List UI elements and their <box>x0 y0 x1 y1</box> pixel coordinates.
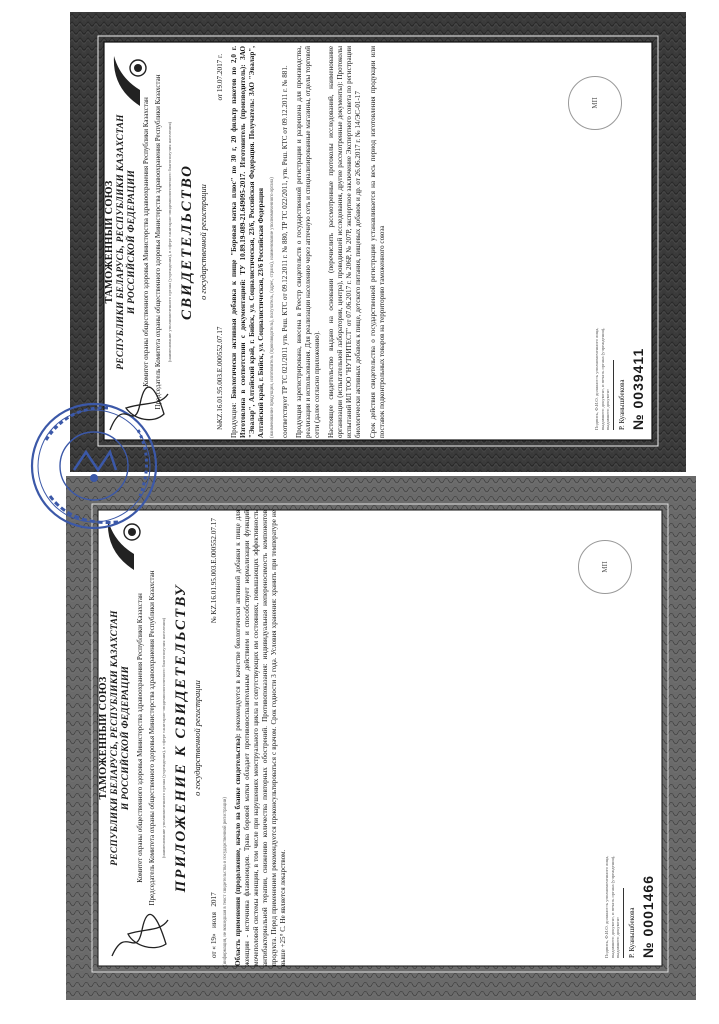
union-line-3: И РОССИЙСКОЙ ФЕДЕРАЦИИ <box>120 665 131 811</box>
registration-number: № KZ.16.01.95.003.Е.000552.07.17 <box>209 518 218 624</box>
issuing-committee: Комитет охраны общественного здоровья Министерства здравоохранения Республики Казахстан <box>141 97 150 387</box>
union-line-2: РЕСПУБЛИКИ БЕЛАРУСЬ, РЕСПУБЛИКИ КАЗАХСТАН <box>115 114 126 370</box>
committee-chair: Председатель Комитета охраны общественного здоровья Министерства здравоохранения Республики Казахстан <box>154 74 163 410</box>
scope-paragraph <box>234 510 288 966</box>
union-line-3: И РОССИЙСКОЙ ФЕДЕРАЦИИ <box>126 169 137 315</box>
scope-label: Область применения (продолжение, начало на бланке свидетельства): <box>233 733 242 966</box>
appendix-date-line <box>210 518 219 958</box>
authority-caption: (наименование уполномоченного органа (учреждения), в сфере санитарно-эпидемиологического благополучия населения) <box>160 617 166 859</box>
issuing-committee: Комитет охраны общественного здоровья Министерства здравоохранения Республики Казахстан <box>135 593 144 883</box>
scope-text: Продукция зарегистрирована, внесена в Реестр свидетельств о государственной регистрации и разрешена для производства, реализации и использования. Для реализации населению через аптечную сеть и специализированные магазины, отделы торговой сети (далее согласно приложению). <box>294 46 322 438</box>
appendix-title: ПРИЛОЖЕНИЕ К СВИДЕТЕЛЬСТВУ <box>172 583 189 893</box>
signature-block <box>594 310 626 430</box>
form-number: № 0039411 <box>630 347 647 430</box>
date-day: 19 <box>209 936 218 945</box>
union-line-1: ТАМОЖЕННЫЙ СОЮЗ <box>98 676 109 800</box>
seal-place: МП <box>568 76 622 130</box>
signer-name: Р. Куанышбекова <box>627 907 636 958</box>
form-number: № 0001466 <box>640 875 657 958</box>
basis-text: Настоящее свидетельство выдано на основании (перечислить рассмотренные протоколы исследований, наименование организации (испытательной лаборатории, центра), проводившей исследования, другие рассмотренные документы): Протоколы испытаний ИЛ ТОО "НУТРИТЕСТ" от 07.06.2017 г. № 206Р, № 207Р, экспертное заключение Экспертного совета по регистрации биологически активных добавок к пище, детского питания, пищевых добавок и др. от 26.06.2017 г. № 14/ЭС-01-17 <box>327 46 363 438</box>
registration-number: №KZ.16.01.95.003.Е.000552.07.17 <box>215 326 224 430</box>
union-line-2: РЕСПУБЛИКИ БЕЛАРУСЬ, РЕСПУБЛИКИ КАЗАХСТАН <box>109 610 120 866</box>
signer-name: Р. Куанышбекова <box>617 379 626 430</box>
signature-scribble-icon <box>104 912 174 964</box>
certificate-content <box>104 46 652 438</box>
date-prefix: от « <box>209 945 218 958</box>
customs-union-heading <box>98 510 132 966</box>
appendix-caption: (информация, не вошедшая в текст свидетельства о государственной регистрации) <box>223 797 229 966</box>
signature-line <box>613 360 614 430</box>
signature-block <box>604 838 636 958</box>
union-line-1: ТАМОЖЕННЫЙ СОЮЗ <box>104 180 115 304</box>
date-group: от « 19» июля 2017 <box>209 892 218 958</box>
date-month: июля <box>209 912 218 928</box>
conformity-text: соответствует ТР ТС 021/2011 утв. Реш. КТС от 09.12.2011 г. № 880, ТР ТС 022/2011, утв. Реш. КТС от 09.12.2011 г. № 881. <box>280 65 289 438</box>
registration-date: от 19.07.2017 г. <box>215 54 224 101</box>
committee-chair: Председатель Комитета охраны общественного здоровья Министерства здравоохранения Республики Казахстан <box>148 570 157 906</box>
certificate-title: СВИДЕТЕЛЬСТВО <box>178 164 195 320</box>
registration-line <box>216 54 225 430</box>
signature-scribble-icon <box>104 384 174 436</box>
product-caption: (наименование продукции, изготовитель (производитель), получатель, (адрес, страна), наименование уполномоченного органа) <box>270 177 276 438</box>
seal-place: МП <box>578 540 632 594</box>
authority-caption: (наименование уполномоченного органа (учреждения), в сфере санитарно-эпидемиологического благополучия населения) <box>166 121 172 363</box>
product-text: Биологически активная добавка к пище "Боровая матка плюс" по 30 г, 20 фильтр пакетов по 2,0 г. Изготовлена в соответствии с документацией: ТУ 10.89.19-089-21.649095-2017. Изготовитель (производитель): ЗАО "Эвалар", Алтайский край, г. Бийск, ул. Социалистическая, 23/6, Российская Федерация. Получатель: ЗАО "Эвалар", Алтайский край, г. Бийск, ул. Социалистическая, 23/6 Российская Федерация <box>230 46 266 438</box>
customs-union-emblem-icon <box>110 54 150 108</box>
appendix-content <box>98 510 662 966</box>
signer-caption: Подпись, Ф.И.О. должность уполномоченного лица, выдавшего документ, и печать органа (учреждения), выдавшего документ <box>604 855 621 958</box>
product-paragraph <box>230 46 266 438</box>
product-label: Продукция: <box>230 402 239 438</box>
date-year: 2017 <box>209 892 218 907</box>
signer-caption: Подпись, Ф.И.О. должность уполномоченного лица, выдавшего документ, и печать органа (учреждения), выдавшего документ <box>594 327 611 430</box>
appendix-subtitle: о государственной регистрации <box>193 680 203 796</box>
certificate-subtitle: о государственной регистрации <box>199 184 209 300</box>
validity-text: Срок действия свидетельства о государственной регистрации устанавливается на весь период изготовления продукции или поставок подконтрольных товаров на территорию таможенного союза <box>368 46 386 438</box>
signature-line <box>623 888 624 958</box>
scope-text: рекомендуется в качестве биологически активной добавки к пище для женщин - источника флавоноидов. Трава боровой матки обладает противовоспалительным действием и способствует нормализации функций мочеполовой системы женщин, в том числе при нарушениях менструального цикла и сопутствующих им состояниях, повышающих эффективность антибактериальной терапии, снижению количества повторных обострений. Противопоказания: индивидуальная непереносимость компонентов продукта. Перед применением рекомендуется проконсультироваться с врачом. Срок годности 3 года. Условия хранения: хранить при температуре не выше +25° С. Не является лекарством. <box>233 510 287 966</box>
